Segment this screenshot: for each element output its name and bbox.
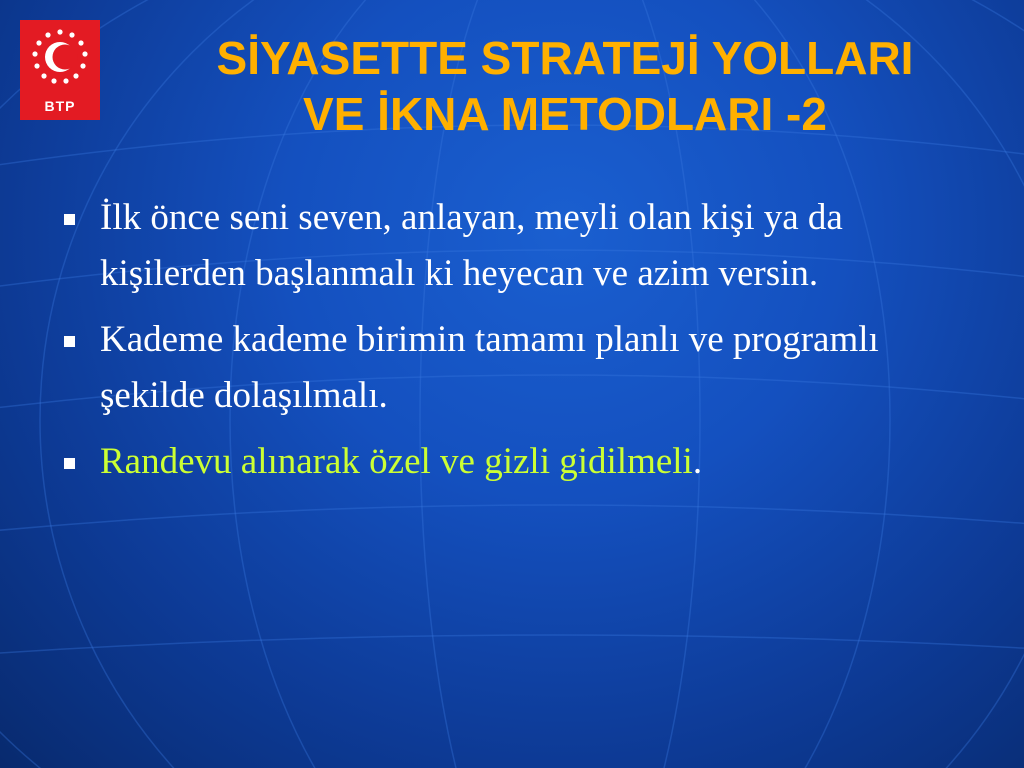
bullet-item bbox=[60, 190, 990, 302]
square-bullet-icon bbox=[64, 214, 75, 225]
bullet-item-highlighted bbox=[60, 434, 990, 490]
slide-title bbox=[110, 30, 1020, 142]
logo-label: BTP bbox=[44, 98, 76, 114]
bullet-text: Kademe kademe birimin tamamı planlı ve programlı şekilde dolaşılmalı. bbox=[100, 319, 879, 416]
bullet-list bbox=[60, 190, 990, 500]
bullet-item bbox=[60, 312, 990, 424]
bullet-text: İlk önce seni seven, anlayan, meyli olan kişi ya da kişilerden başlanmalı ki heyecan ve azim versin. bbox=[100, 197, 843, 294]
btp-logo bbox=[20, 20, 100, 120]
bullet-suffix: . bbox=[692, 441, 703, 482]
square-bullet-icon bbox=[64, 336, 75, 347]
title-line-1: SİYASETTE STRATEJİ YOLLARI bbox=[216, 32, 914, 84]
square-bullet-icon bbox=[64, 458, 75, 469]
crescent-stars-icon bbox=[20, 20, 100, 100]
title-line-2: VE İKNA METODLARI -2 bbox=[303, 88, 827, 140]
bullet-text: Randevu alınarak özel ve gizli gidilmeli bbox=[100, 441, 693, 482]
